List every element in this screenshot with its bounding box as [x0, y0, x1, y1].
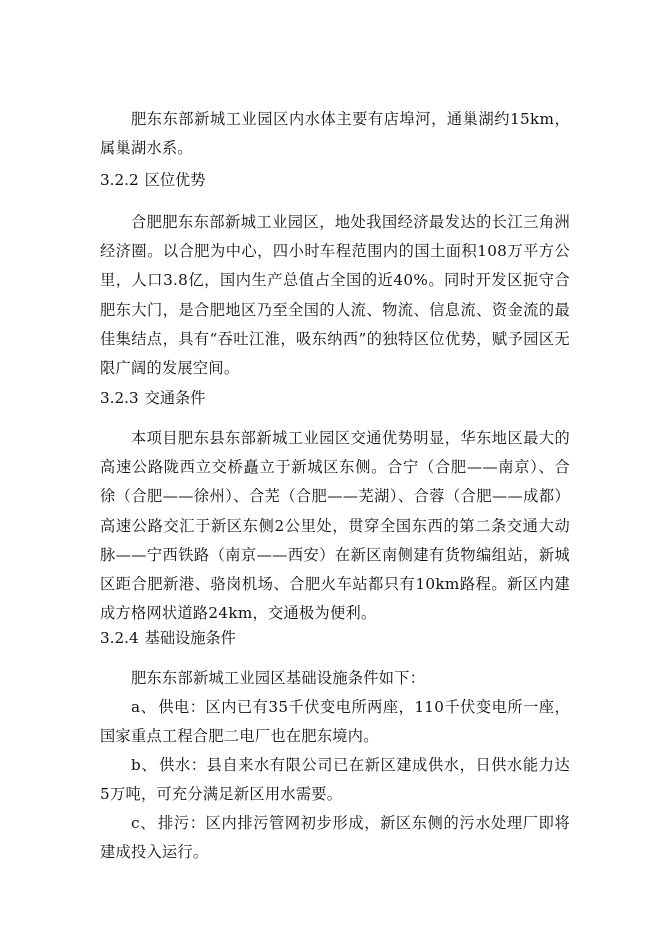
heading-title: 基础设施条件: [144, 629, 236, 647]
paragraph-infrastructure-intro: 肥东东部新城工业园区基础设施条件如下：: [131, 669, 426, 687]
list-text: 排污：区内排污管网初步形成，新区东侧的污水处理厂即将建成投入运行。: [100, 814, 570, 862]
heading-title: 交通条件: [144, 389, 206, 407]
paragraph-water-system: 肥东东部新城工业园区内水体主要有店埠河，通巢湖约15km，属巢湖水系。: [100, 110, 570, 158]
heading-number: 3.2.2: [100, 171, 139, 189]
paragraph-traffic: 本项目肥东县东部新城工业园区交通优势明显，华东地区最大的高速公路陇西立交桥矗立于新城区东侧。合宁（合肥——南京）、合徐（合肥——徐州）、合芜（合肥——芜湖）、合蓉（合肥——成都）高速公路交汇于新区东侧2公里处，贯穿全国东西的第二条交通大动脉——宁西铁路（南京——西安）在新区南侧建有货物编组站，新城区距合肥新港、骆岗机场、合肥火车站都只有10km路程。新区内建成方格网状道路24km，交通极为便利。: [100, 429, 570, 623]
list-item-water: [100, 751, 570, 809]
list-prefix: c、: [131, 814, 157, 832]
list-text: 供电：区内已有35千伏变电所两座，110千伏变电所一座，国家重点工程合肥二电厂也在肥东境内。: [100, 698, 571, 746]
heading-infrastructure: [100, 624, 236, 653]
list-prefix: b、: [131, 756, 158, 774]
heading-traffic-conditions: [100, 384, 205, 413]
heading-title: 区位优势: [144, 171, 206, 189]
list-prefix: a、: [131, 698, 157, 716]
list-item-sewage: [100, 809, 570, 867]
heading-number: 3.2.4: [100, 629, 139, 647]
list-item-power: [100, 693, 570, 751]
heading-number: 3.2.3: [100, 389, 139, 407]
paragraph-location: 合肥肥东东部新城工业园区，地处我国经济最发达的长江三角洲经济圈。以合肥为中心，四小时车程范围内的国土面积108万平方公里，人口3.8亿，国内生产总值占全国的近40%。同时开发区扼守合肥东大门，是合肥地区乃至全国的人流、物流、信息流、资金流的最佳集结点，具有“吞吐江淮，吸东纳西”的独特区位优势，赋予园区无限广阔的发展空间。: [100, 213, 570, 378]
heading-location-advantage: [100, 166, 205, 195]
list-text: 供水：县自来水有限公司已在新区建成供水，日供水能力达5万吨，可充分满足新区用水需要。: [100, 756, 570, 804]
